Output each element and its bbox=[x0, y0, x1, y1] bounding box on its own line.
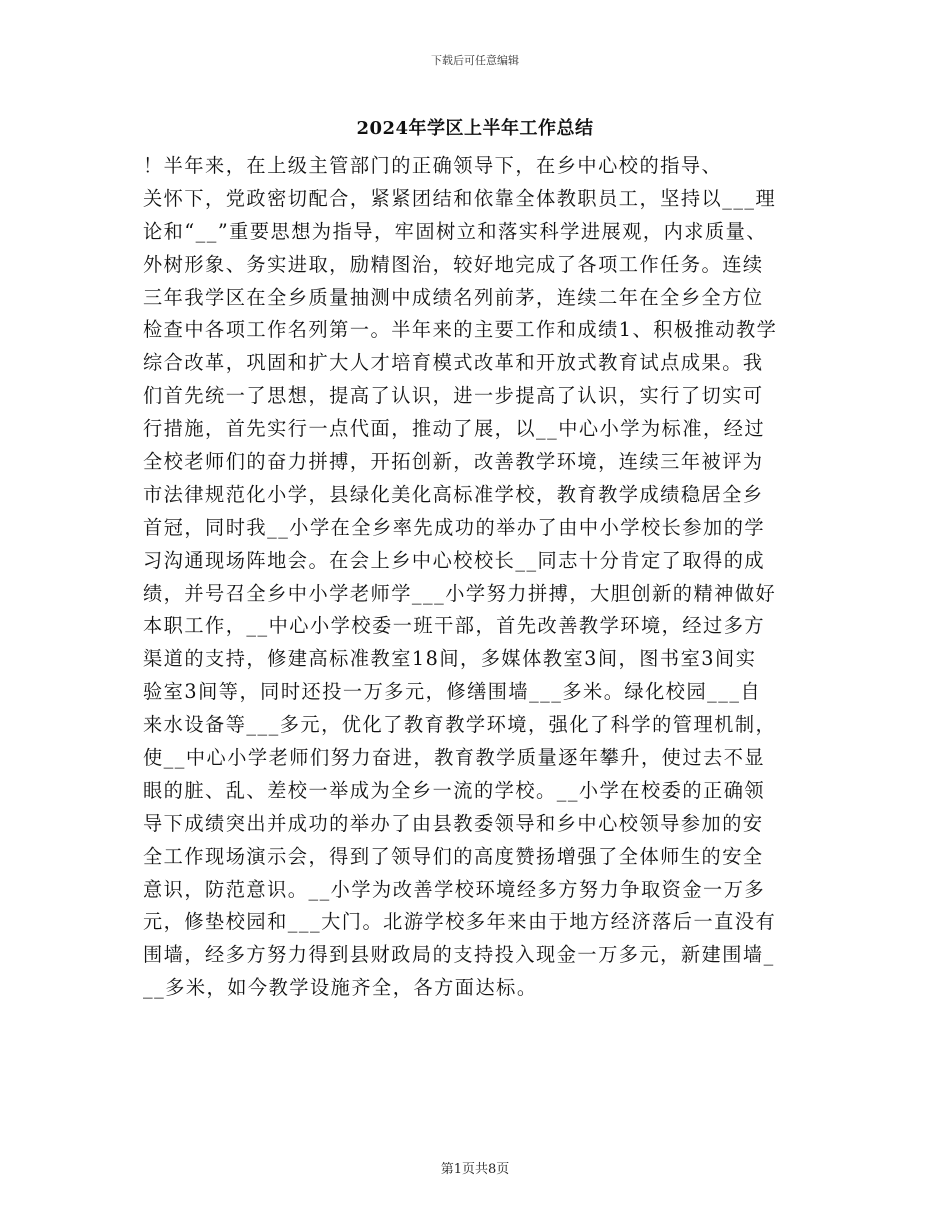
body-line: 渠道的支持，修建高标准教室18间，多媒体教室3间，图书室3间实 bbox=[143, 647, 757, 671]
body-line: 意识，防范意识。__小学为改善学校环境经多方努力争取资金一万多 bbox=[143, 877, 766, 901]
body-line: 本职工作，__中心小学校委一班干部，首先改善教学环境，经过多方 bbox=[143, 614, 766, 638]
body-line: 首冠，同时我__小学在全乡率先成功的举办了由中小学校长参加的学 bbox=[143, 515, 766, 539]
document-title: 2024年学区上半年工作总结 bbox=[356, 118, 594, 139]
body-line: 习沟通现场阵地会。在会上乡中心校校长__同志十分肯定了取得的成 bbox=[143, 548, 766, 572]
body-line: 全工作现场演示会，得到了领导们的高度赞扬增强了全体师生的安全 bbox=[143, 844, 764, 868]
body-line: 们首先统一了思想，提高了认识，进一步提高了认识，实行了切实可 bbox=[143, 384, 764, 408]
page-header-note: 下载后可任意编辑 bbox=[431, 54, 519, 67]
body-line: 检查中各项工作名列第一。半年来的主要工作和成绩1、积极推动教学 bbox=[143, 318, 778, 342]
body-line: 眼的脏、乱、差校一举成为全乡一流的学校。__小学在校委的正确领 bbox=[143, 778, 766, 802]
page-number: 第1页共8页 bbox=[440, 1162, 510, 1177]
body-line: 外树形象、务实进取，励精图治，较好地完成了各项工作任务。连续 bbox=[143, 252, 764, 276]
body-line: 全校老师们的奋力拼搏，开拓创新，改善教学环境，连续三年被评为 bbox=[143, 450, 764, 474]
body-line: 围墙，经多方努力得到县财政局的支持投入现金一万多元，新建围墙_ bbox=[143, 943, 775, 967]
body-line: 市法律规范化小学，县绿化美化高标准学校，教育教学成绩稳居全乡 bbox=[143, 482, 764, 506]
body-line: 三年我学区在全乡质量抽测中成绩名列前茅，连续二年在全乡全方位 bbox=[143, 285, 764, 309]
body-line: 验室3间等，同时还投一万多元，修缮围墙___多米。绿化校园___自 bbox=[143, 680, 762, 704]
body-line: __多米，如今教学设施齐全，各方面达标。 bbox=[143, 976, 538, 1000]
body-line: 论和“__”重要思想为指导，牢固树立和落实科学进展观，内求质量、 bbox=[143, 219, 768, 243]
body-line: ！半年来，在上级主管部门的正确领导下，在乡中心校的指导、 bbox=[143, 154, 723, 177]
body-line: 使__中心小学老师们努力奋进，教育教学质量逐年攀升，使过去不显 bbox=[143, 746, 766, 770]
body-line: 导下成绩突出并成功的举办了由县教委领导和乡中心校领导参加的安 bbox=[143, 811, 764, 835]
document-body bbox=[143, 150, 813, 1005]
body-line: 行措施，首先实行一点代面，推动了展，以__中心小学为标准，经过 bbox=[143, 417, 766, 441]
body-line: 关怀下，党政密切配合，紧紧团结和依靠全体教职员工，坚持以___理 bbox=[143, 186, 777, 210]
body-line: 综合改革，巩固和扩大人才培育模式改革和开放式教育试点成果。我 bbox=[143, 351, 764, 375]
body-line: 绩，并号召全乡中小学老师学___小学努力拼搏，大胆创新的精神做好 bbox=[143, 581, 777, 605]
body-line: 元，修垫校园和___大门。北游学校多年来由于地方经济落后一直没有 bbox=[143, 910, 777, 934]
body-line: 来水设备等___多元，优化了教育教学环境，强化了科学的管理机制， bbox=[143, 713, 777, 737]
